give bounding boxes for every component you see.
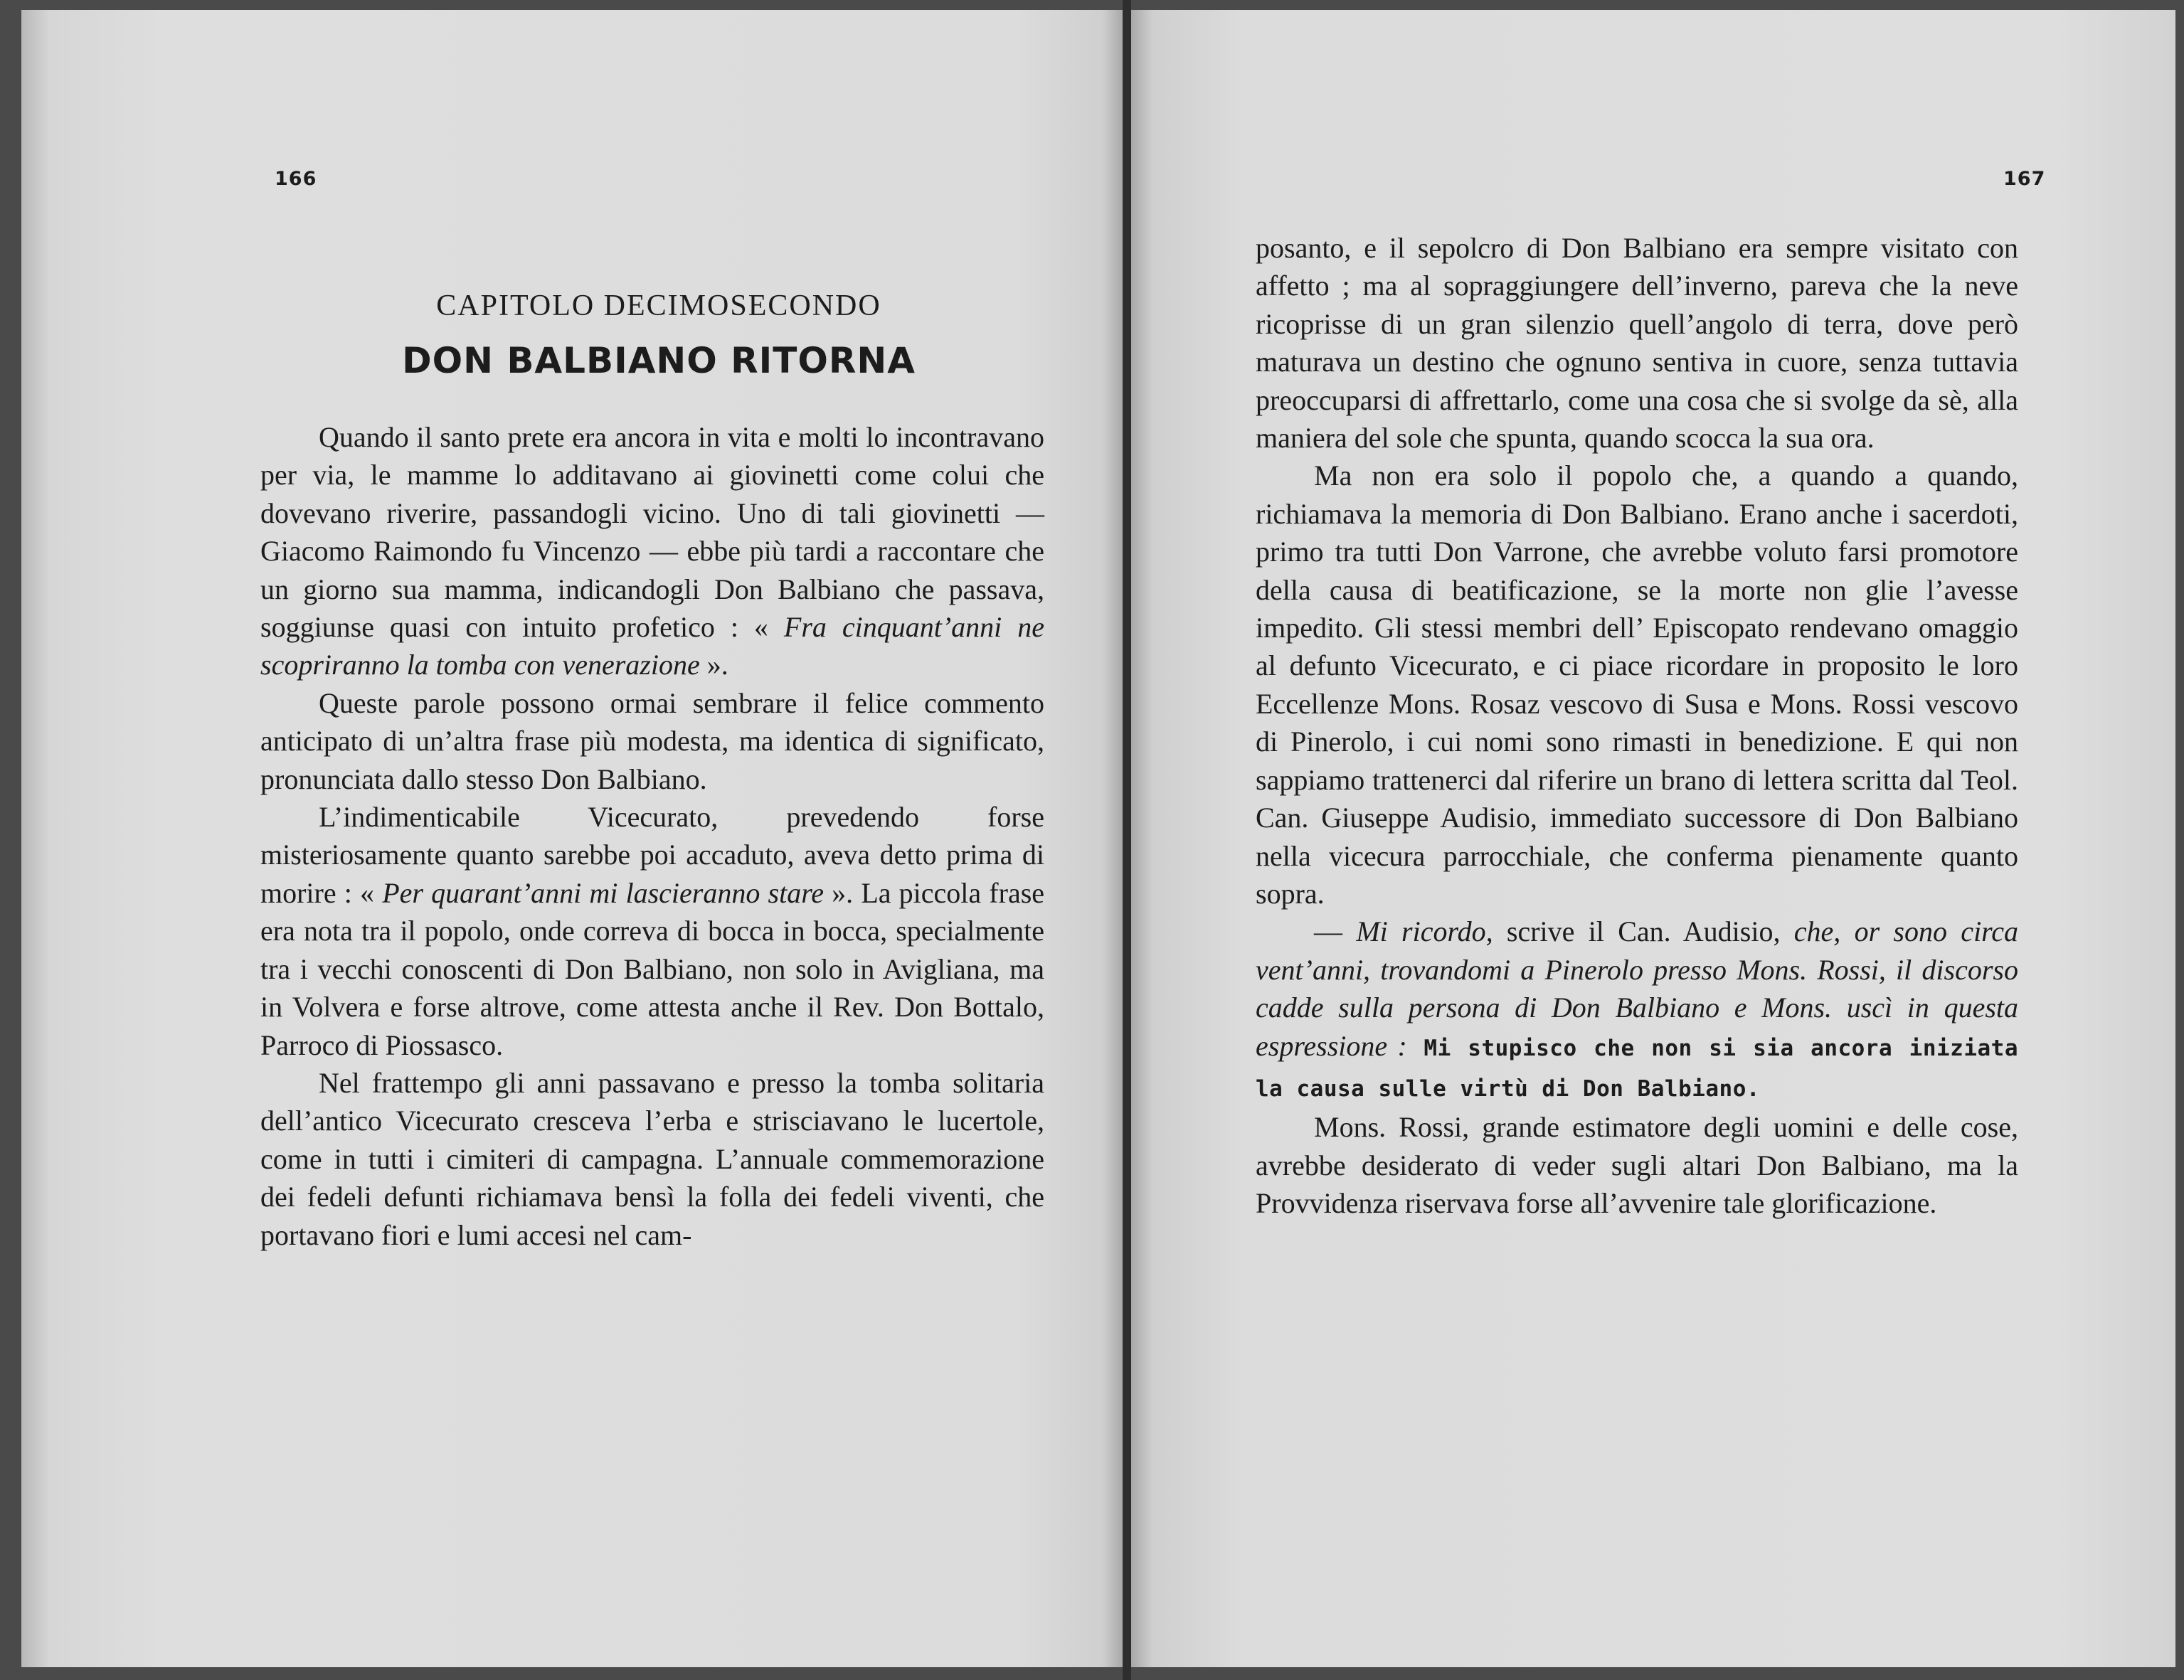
bold-quote: Mi stupisco che non si sia ancora iniziata la causa sulle virtù di Don Balbiano. [1256, 1035, 2018, 1102]
italic-quote: che, or sono circa vent’anni, trovandomi a Pinerolo presso Mons. Rossi, il discorso cadde sulla persona di Don Balbiano e Mons. uscì in questa espressione : [1256, 915, 2019, 1062]
paragraph: Mons. Rossi, grande estimatore degli uomini e delle cose, avrebbe desiderato di veder sugli altari Don Balbiano, ma la Provvidenza riservava forse all’avvenire tale glorificazione. [1256, 1111, 2018, 1220]
paragraph: — Mi ricordo, scrive il Can. Audisio, che, or sono circa vent’anni, trovandomi a Pinerolo presso Mons. Rossi, il discorso cadde sulla persona di Don Balbiano e Mons. uscì in questa espressione : Mi stupisco che non si sia ancora iniziata la causa sulle virtù di Don Balbiano. [1256, 915, 2019, 1102]
page-body [1256, 229, 2018, 1223]
right-page [1131, 10, 2175, 1667]
paragraph: Ma non era solo il popolo che, a quando a quando, richiamava la memoria di Don Balbiano. Erano anche i sacerdoti, primo tra tutti Don Varrone, che avrebbe voluto farsi promotore della causa di beatificazione, se la morte non glie l’avesse impedito. Gli stessi membri dell’ Episcopato rendevano omaggio al defunto Vicecurato, e ci piace ricordare in proposito le loro Eccellenze Mons. Rosaz vescovo di Susa e Mons. Rossi vescovo di Pinerolo, i cui nomi sono rimasti in benedizione. E qui non sappiamo trattenerci dal riferire un brano di lettera scritta dal Teol. Can. Giuseppe Audisio, immediato successore di Don Balbiano nella vicecura parrocchiale, che conferma pienamente quanto sopra. [1256, 459, 2018, 910]
italic-quote: Mi ricordo, [1356, 915, 1493, 948]
page-number: 166 [275, 168, 317, 190]
paragraph: Queste parole possono ormai sembrare il felice commento anticipato di un’altra frase più modesta, ma identica di significato, pronunciata dallo stesso Don Balbiano. [260, 686, 1044, 795]
chapter-heading: CAPITOLO DECIMOSECONDO [436, 289, 881, 322]
book-gutter [1123, 0, 1131, 1680]
paragraph: L’indimenticabile Vicecurato, prevedendo forse misteriosamente quanto sarebbe poi accaduto, aveva detto prima di morire : « Per quarant’anni mi lascieranno stare ». La piccola frase era nota tra il popolo, onde correva di bocca in bocca, specialmente tra i vecchi conoscenti di Don Balbiano, non solo in Avigliana, ma in Volvera e forse altrove, come attesta anche il Rev. Don Bottalo, Parroco di Piossasco. [260, 801, 1045, 1061]
chapter-title: DON BALBIANO RITORNA [402, 340, 916, 381]
italic-quote: Fra cinquant’anni ne scopriranno la tomba con venerazione [260, 611, 1044, 681]
paragraph: Nel frattempo gli anni passavano e presso la tomba solitaria dell’antico Vicecurato cresceva l’erba e strisciavano le lucertole, come in tutti i cimiteri di campagna. L’annuale commemorazione dei fedeli defunti richiamava bensì la folla dei fedeli viventi, che portavano fiori e lumi accesi nel cam- [260, 1066, 1044, 1251]
page-number: 167 [2003, 168, 2046, 190]
paragraph: posanto, e il sepolcro di Don Balbiano era sempre visitato con affetto ; ma al sopraggiungere dell’inverno, pareva che la neve ricoprisse di un gran silenzio quell’angolo di terra, dove però maturava un destino che ognuno sentiva in cuore, senza tuttavia preoccuparsi di affrettarlo, come una cosa che si svolge da sè, alla maniera del sole che spunta, quando scocca la sua ora. [1256, 232, 2018, 454]
italic-quote: Per quarant’anni mi lascieranno stare [382, 876, 825, 909]
paragraph: Quando il santo prete era ancora in vita e molti lo incontravano per via, le mamme lo additavano ai giovinetti come colui che dovevano riverire, passandogli vicino. Uno di tali giovinetti — Giacomo Raimondo fu Vincenzo — ebbe più tardi a raccontare che un giorno sua mamma, indicandogli Don Balbiano che passava, soggiunse quasi con intuito profetico : « Fra cinquant’anni ne scopriranno la tomba con venerazione ». [260, 421, 1044, 681]
left-page [21, 10, 1123, 1667]
page-body [260, 418, 1044, 1254]
